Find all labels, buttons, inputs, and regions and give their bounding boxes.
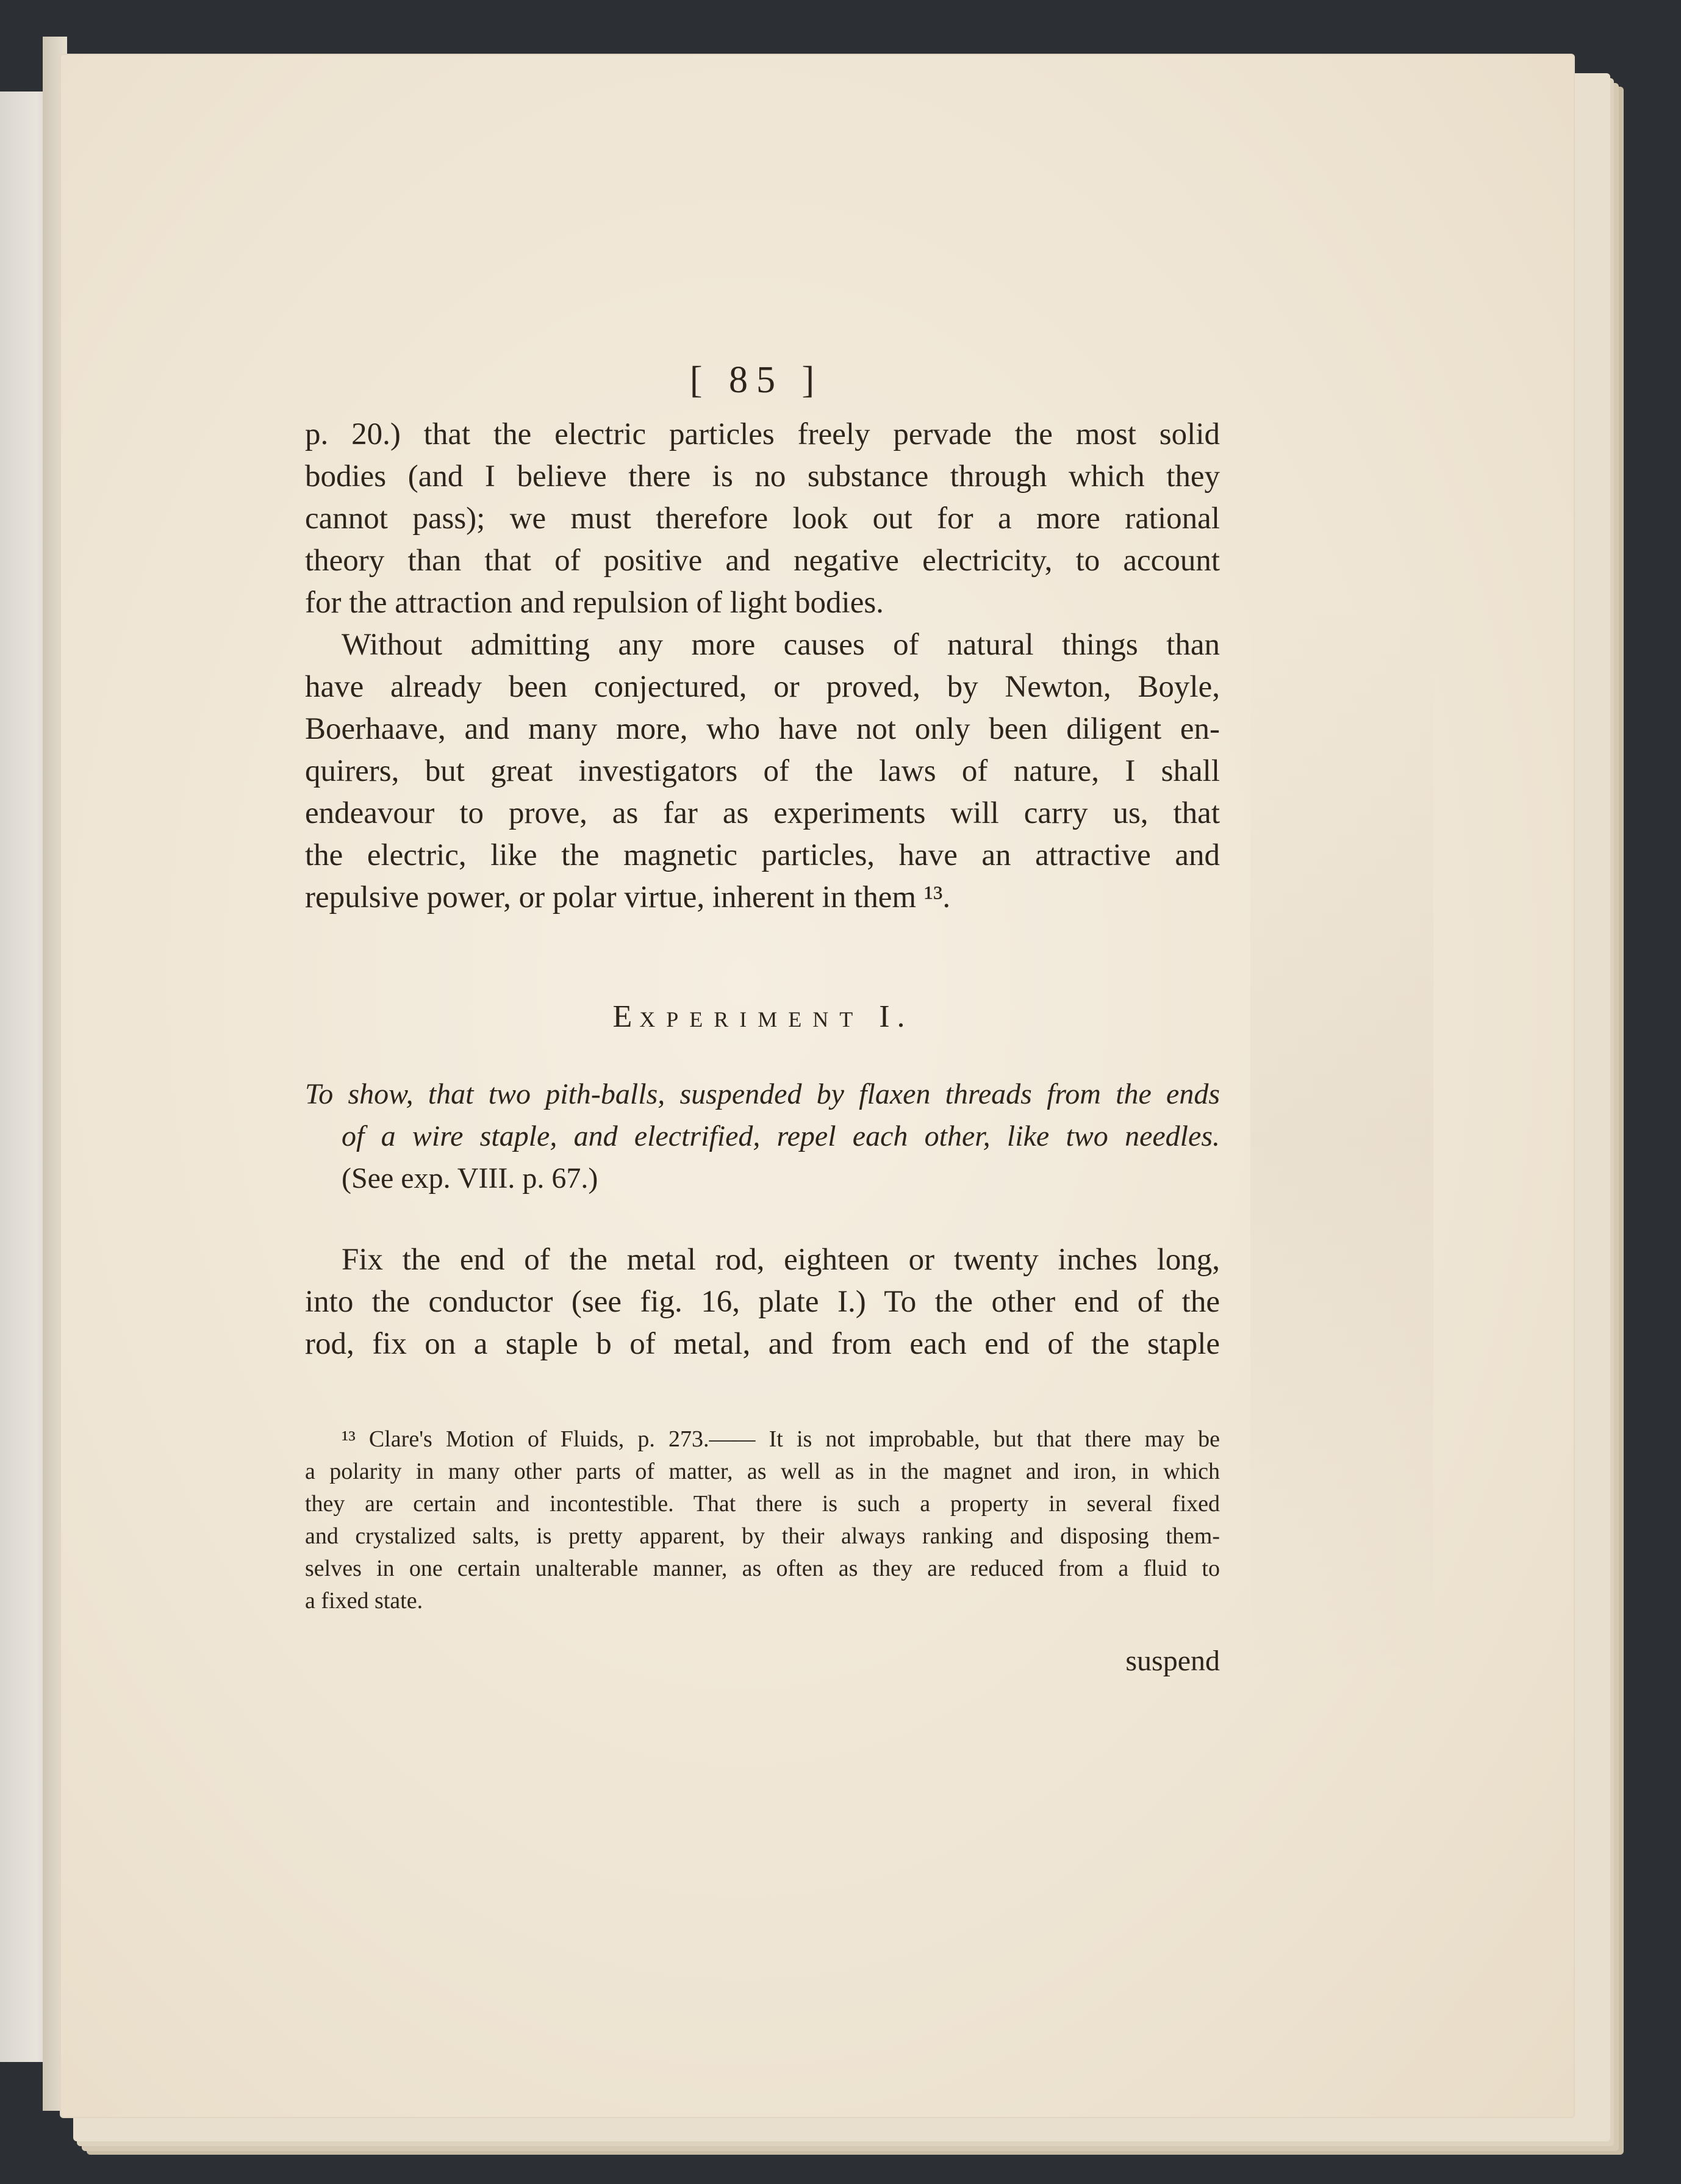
footnote-line: ¹³ Clare's Motion of Fluids, p. 273.—— It is not improbable, but that there may be: [342, 1426, 1220, 1452]
paragraph-1-line: bodies (and I believe there is no substance through which they: [305, 459, 1220, 494]
paragraph-1-line: cannot pass); we must therefore look out for a more rational: [305, 501, 1220, 536]
book-page: [61, 55, 1574, 2117]
paragraph-2-line: repulsive power, or polar virtue, inherent in them ¹³.: [305, 880, 951, 914]
catchword: suspend: [1125, 1645, 1220, 1677]
paragraph-2-line: Boerhaave, and many more, who have not only been diligent en-: [305, 712, 1220, 746]
paragraph-2-line: Without admitting any more causes of natural things than: [342, 628, 1220, 662]
paragraph-1-line: theory than that of positive and negative electricity, to account: [305, 544, 1220, 578]
paragraph-2-line: quirers, but great investigators of the laws of nature, I shall: [305, 754, 1220, 788]
experiment-subtitle-line: (See exp. VIII. p. 67.): [342, 1162, 598, 1194]
paragraph-3-line: rod, fix on a staple b of metal, and from each end of the staple: [305, 1327, 1220, 1361]
footnote-line: a polarity in many other parts of matter, as well as in the magnet and iron, in which: [305, 1459, 1220, 1484]
paragraph-2-line: the electric, like the magnetic particles, have an attractive and: [305, 838, 1220, 872]
page-number: [ 85 ]: [689, 359, 823, 401]
paragraph-2-line: endeavour to prove, as far as experiments will carry us, that: [305, 796, 1220, 830]
paragraph-3-line: into the conductor (see fig. 16, plate I.) To the other end of the: [305, 1285, 1220, 1319]
footnote-line: and crystalized salts, is pretty apparent, by their always ranking and disposing them-: [305, 1523, 1220, 1549]
heading-word: XPERIMENT: [639, 1007, 864, 1032]
experiment-subtitle-line: To show, that two pith-balls, suspended by flaxen threads from the ends: [305, 1078, 1220, 1110]
heading-initial: E: [612, 999, 640, 1034]
footnote-line: selves in one certain unalterable manner, as often as they are reduced from a fluid to: [305, 1556, 1220, 1581]
paragraph-2-line: have already been conjectured, or proved, by Newton, Boyle,: [305, 670, 1220, 704]
show-through-shadow: [1250, 592, 1433, 1690]
paragraph-3-line: Fix the end of the metal rod, eighteen or twenty inches long,: [342, 1243, 1220, 1277]
experiment-subtitle-line: of a wire staple, and electrified, repel each other, like two needles.: [342, 1120, 1220, 1152]
paragraph-1-line: for the attraction and repulsion of light bodies.: [305, 586, 884, 620]
footnote-line: a fixed state.: [305, 1588, 423, 1614]
paragraph-1-line: p. 20.) that the electric particles freely pervade the most solid: [305, 417, 1220, 451]
footnote-line: they are certain and incontestible. That there is such a property in several fixed: [305, 1491, 1220, 1517]
heading-numeral: I.: [879, 999, 912, 1034]
section-heading: [305, 999, 1220, 1035]
